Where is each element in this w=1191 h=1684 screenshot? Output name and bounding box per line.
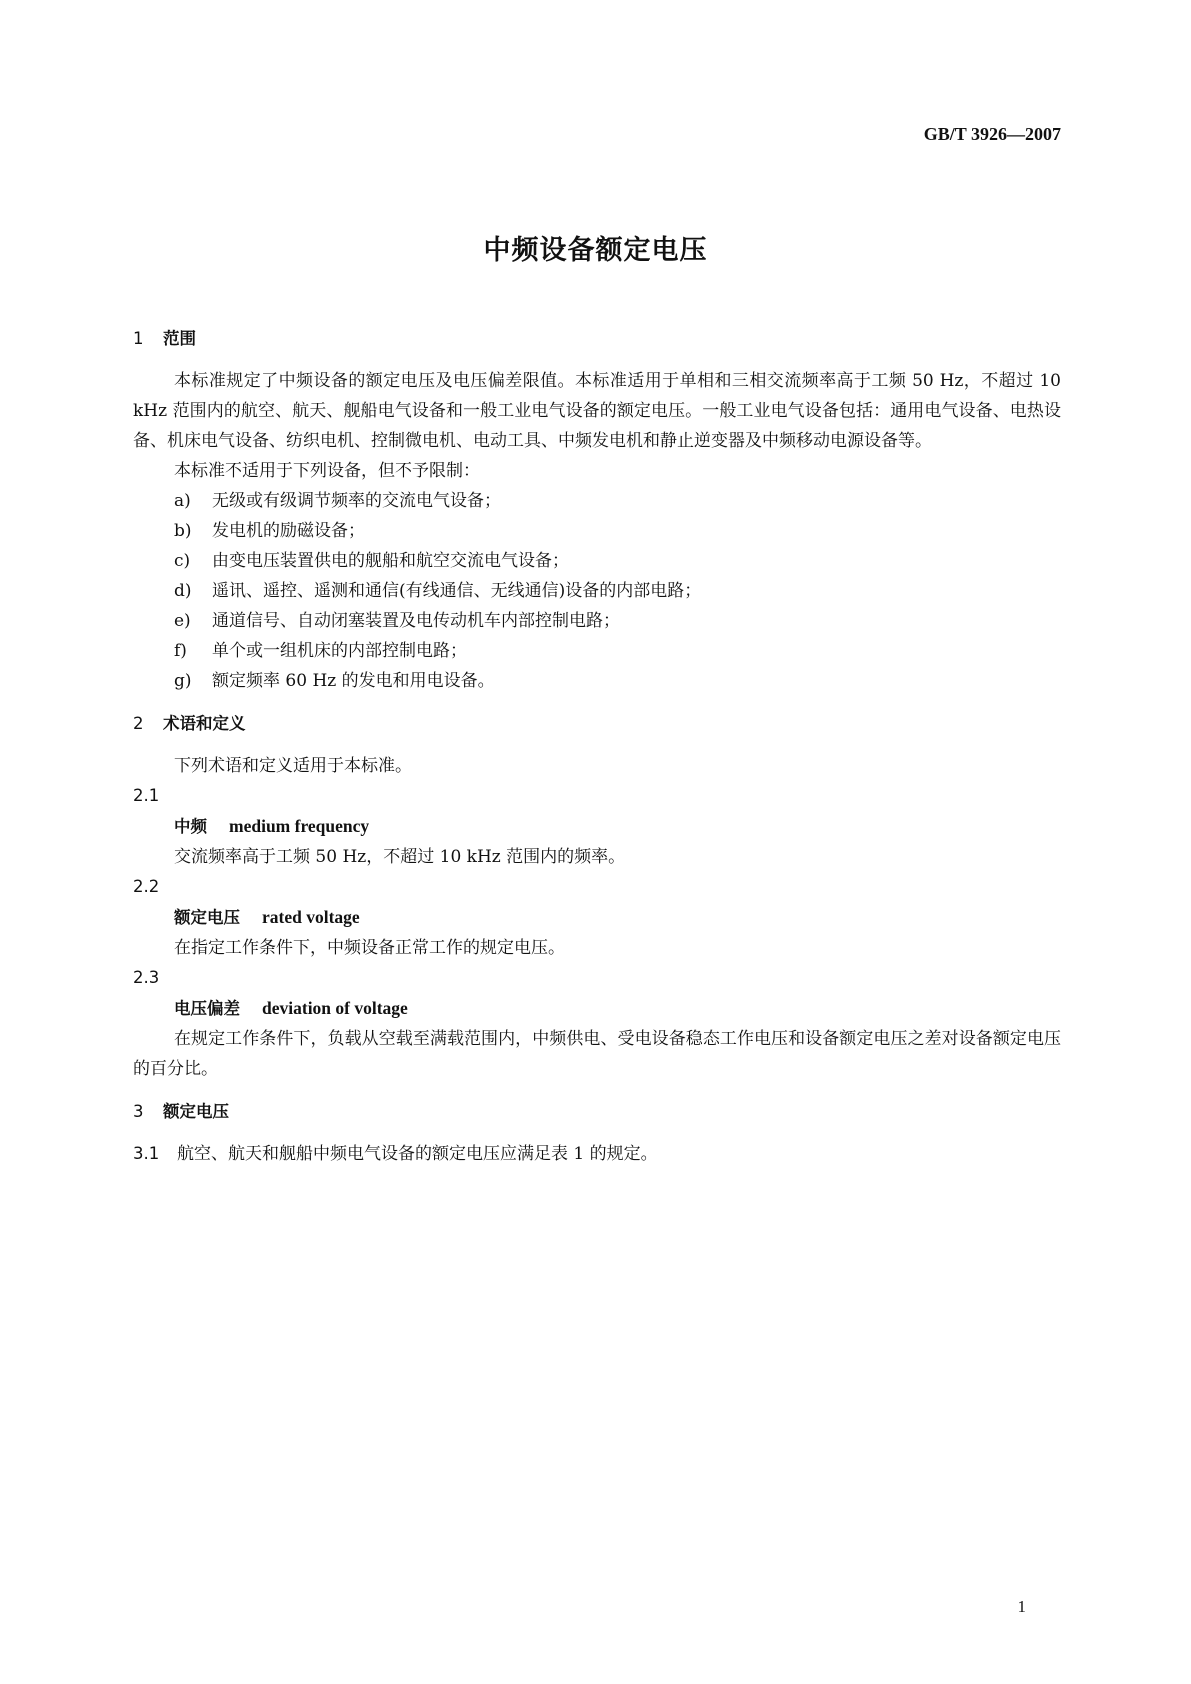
list-item-label: e)	[174, 611, 191, 631]
term-definition: 交流频率高于工频 50 Hz，不超过 10 kHz 范围内的频率。	[174, 847, 626, 867]
list-item-label: b)	[174, 521, 192, 541]
section-2-title: 术语和定义	[163, 714, 246, 733]
list-item	[133, 516, 1061, 546]
section-2-number: 2	[133, 714, 144, 733]
term-heading	[133, 902, 1061, 933]
list-item	[133, 546, 1061, 576]
section-2-intro: 下列术语和定义适用于本标准。	[174, 756, 412, 776]
section-3-title: 额定电压	[163, 1102, 229, 1121]
term-zh: 中频	[174, 817, 207, 836]
term-en: medium frequency	[229, 816, 370, 836]
list-item-text: 额定频率 60 Hz 的发电和用电设备。	[212, 671, 495, 691]
exclusion-list	[133, 486, 1061, 696]
document-title: 中频设备额定电压	[483, 235, 708, 266]
clause-text: 航空、航天和舰船中频电气设备的额定电压应满足表 1 的规定。	[177, 1144, 658, 1164]
list-item	[133, 606, 1061, 636]
term-number: 2.2	[133, 877, 160, 896]
list-item-text: 发电机的励磁设备；	[212, 521, 365, 541]
section-2-heading	[133, 710, 1061, 734]
list-item-label: g)	[174, 671, 192, 691]
document-body	[133, 325, 1061, 1169]
term-entry	[133, 781, 1061, 872]
list-item	[133, 486, 1061, 516]
section-1-heading	[133, 325, 1061, 349]
term-definition: 在规定工作条件下，负载从空载至满载范围内，中频供电、受电设备稳态工作电压和设备额定电压之差对设备额定电压的百分比。	[133, 1029, 1061, 1079]
list-item-label: a)	[174, 491, 191, 511]
list-item-text: 遥讯、遥控、遥测和通信(有线通信、无线通信)设备的内部电路；	[212, 581, 702, 601]
term-number: 2.3	[133, 968, 160, 987]
term-heading	[133, 811, 1061, 842]
term-entry	[133, 872, 1061, 963]
term-heading	[133, 993, 1061, 1024]
clause-3-1	[133, 1139, 1061, 1169]
clause-number: 3.1	[133, 1144, 160, 1163]
section-1-number: 1	[133, 329, 144, 348]
list-item-text: 单个或一组机床的内部控制电路；	[212, 641, 467, 661]
term-zh: 额定电压	[174, 908, 240, 927]
term-zh: 电压偏差	[174, 999, 240, 1018]
list-item	[133, 576, 1061, 606]
term-definition: 在指定工作条件下，中频设备正常工作的规定电压。	[174, 938, 565, 958]
list-item-text: 由变电压装置供电的舰船和航空交流电气设备；	[212, 551, 569, 571]
term-number: 2.1	[133, 786, 160, 805]
list-item-label: f)	[174, 641, 187, 661]
list-item	[133, 666, 1061, 696]
section-3-number: 3	[133, 1102, 144, 1121]
section-3-heading	[133, 1098, 1061, 1122]
term-entry	[133, 963, 1061, 1084]
section-1-title: 范围	[163, 329, 196, 348]
list-item-label: d)	[174, 581, 192, 601]
section-1-paragraph-scope: 本标准规定了中频设备的额定电压及电压偏差限值。本标准适用于单相和三相交流频率高于工频 50 Hz，不超过 10 kHz 范围内的航空、航天、舰船电气设备和一般工业电气设备的额定电压。一般工业电气设备包括：通用电气设备、电热设备、机床电气设备、纺织电机、控制微电机、电动工具、中频发电机和静止逆变器及中频移动电源设备等。	[133, 371, 1061, 451]
term-en: deviation of voltage	[262, 998, 408, 1018]
section-1-paragraph-exclusions: 本标准不适用于下列设备，但不予限制：	[174, 461, 480, 481]
list-item	[133, 636, 1061, 666]
page-number: 1	[1017, 1597, 1026, 1616]
list-item-text: 无级或有级调节频率的交流电气设备；	[212, 491, 501, 511]
term-en: rated voltage	[262, 907, 360, 927]
list-item-text: 通道信号、自动闭塞装置及电传动机车内部控制电路；	[212, 611, 620, 631]
standard-number: GB/T 3926—2007	[923, 124, 1061, 144]
list-item-label: c)	[174, 551, 191, 571]
